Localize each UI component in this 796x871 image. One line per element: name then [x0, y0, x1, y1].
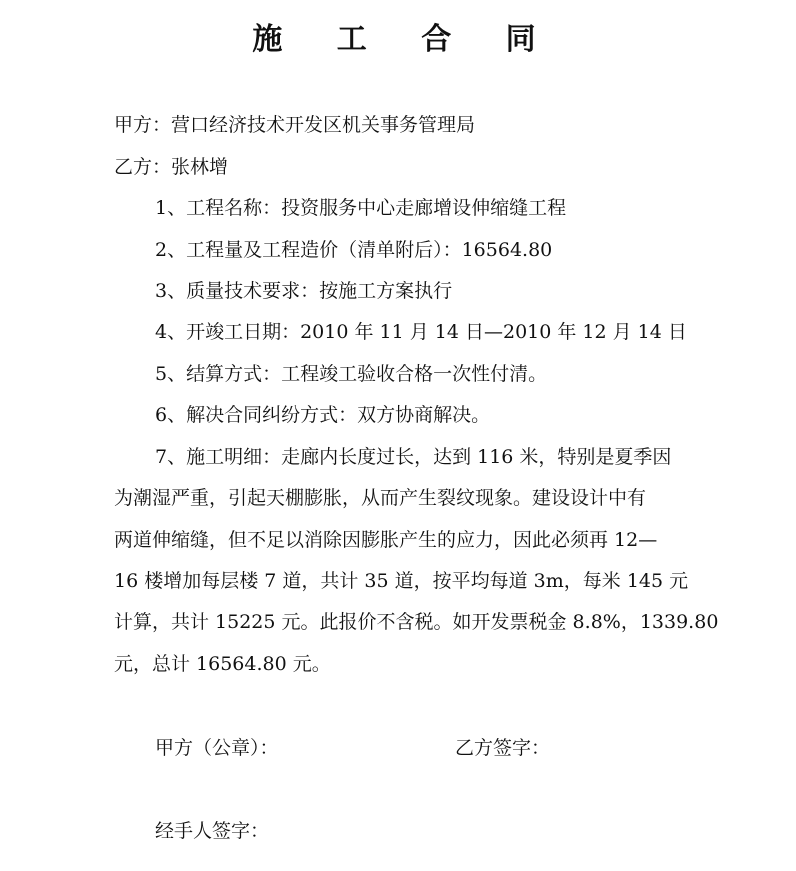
clause-project-cost: 2、工程量及工程造价（清单附后）：16564.80 — [155, 239, 553, 261]
clause-quality-requirements: 3、质量技术要求：按施工方案执行 — [155, 280, 453, 302]
handler-signature-label: 经手人签字： — [155, 820, 270, 842]
clause-construction-dates: 4、开竣工日期：2010 年 11 月 14 日—2010 年 12 月 14 日 — [155, 321, 687, 343]
clause-dispute-resolution: 6、解决合同纠纷方式：双方协商解决。 — [155, 404, 491, 426]
construction-details-line: 两道伸缩缝，但不足以消除因膨胀产生的应力，因此必须再 12— — [114, 529, 658, 551]
clause-construction-details: 7、施工明细：走廊内长度过长，达到 116 米，特别是夏季因 — [155, 446, 672, 468]
document-title: 施 工 合 同 — [252, 22, 558, 57]
clause-project-name: 1、工程名称：投资服务中心走廊增设伸缩缝工程 — [155, 197, 567, 219]
construction-details-line: 计算，共计 15225 元。此报价不含税。如开发票税金 8.8%，1339.80 — [114, 611, 719, 633]
clause-settlement-method: 5、结算方式：工程竣工验收合格一次性付清。 — [155, 363, 548, 385]
party-a-line: 甲方：营口经济技术开发区机关事务管理局 — [114, 114, 476, 136]
construction-details-line: 为潮湿严重，引起天棚膨胀，从而产生裂纹现象。建设设计中有 — [114, 487, 647, 509]
construction-details-line: 元，总计 16564.80 元。 — [114, 653, 331, 675]
construction-details-line: 16 楼增加每层楼 7 道，共计 35 道，按平均每道 3m，每米 145 元 — [114, 570, 689, 592]
party-b-line: 乙方：张林增 — [114, 156, 229, 178]
party-a-seal-label: 甲方（公章）： — [155, 737, 279, 759]
party-b-signature-label: 乙方签字： — [455, 737, 551, 759]
